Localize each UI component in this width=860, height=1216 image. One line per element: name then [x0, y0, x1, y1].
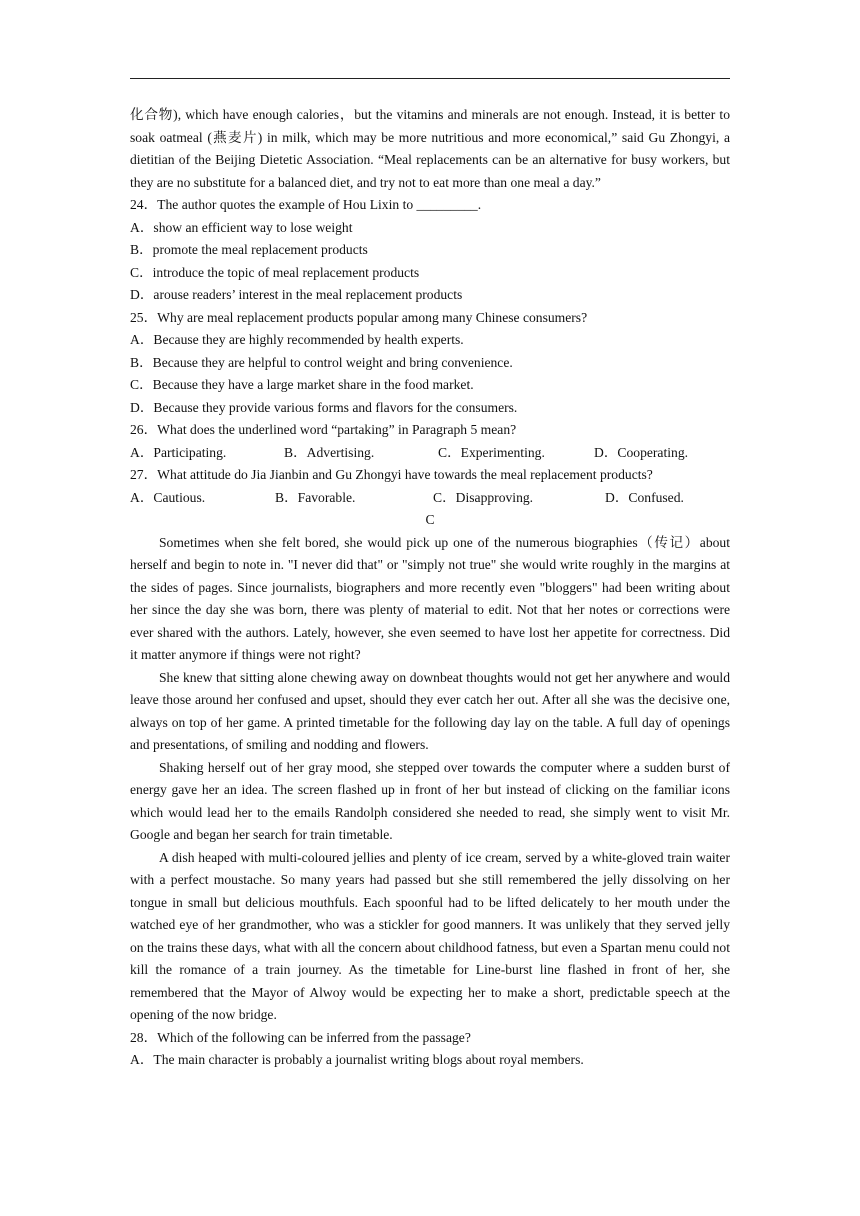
question-24-option-d: D．arouse readers’ interest in the meal replacement products [130, 287, 463, 302]
question-27-option-a: A．Cautious. [130, 489, 206, 505]
passage-paragraph-4: A dish heaped with multi-coloured jellies and plenty of ice cream, served by a white-gloved train waiter with a perfect moustache. So many years had passed but she still remembered the jelly dissolving on her tongue in small but delicious mouthfuls. Each spoonful had to be lifted delicately to her mouth under the watched eye of her grandmother, who was a stickler for good manners. It was unlikely that they served jelly on the trains these days, what with all the concern about childhood fatness, but even a Spartan menu could not kill the romance of a train journey. As the timetable for Line-burst line flashed in front of her, she remembered that the Mayor of Alwoy would be expecting her to make a short, predictable speech at the opening of the now bridge. [130, 849, 730, 1022]
question-26-option-c: C．Experimenting. [438, 444, 545, 460]
question-25-option-d: D．Because they provide various forms and flavors for the consumers. [130, 399, 518, 415]
question-25 [130, 307, 730, 420]
question-25-option-c: C．Because they have a large market share in the food market. [130, 377, 474, 392]
question-26-option-d: D．Cooperating. [594, 444, 689, 460]
question-27 [130, 464, 730, 509]
document-page [130, 104, 730, 1072]
question-26 [130, 419, 730, 464]
question-24-option-b: B．promote the meal replacement products [130, 242, 368, 257]
question-27-options [130, 487, 730, 510]
passage-paragraph-3: Shaking herself out of her gray mood, she stepped over towards the computer where a sudden burst of energy gave her an idea. The screen flashed up in front of her but instead of clicking on the familiar icons which would lead her to the emails Randolph considered she needed to read, she simply went to visit Mr. Google and began her search for train timetable. [130, 759, 730, 842]
question-26-option-b: B．Advertising. [284, 444, 375, 460]
question-28 [130, 1027, 730, 1072]
question-24-option-a: A．show an efficient way to lose weight [130, 219, 353, 235]
passage-paragraph-2: She knew that sitting alone chewing away on downbeat thoughts would not get her anywhere and would leave those around her confused and upset, should they ever catch her out. After all she was the decisive one, always on top of her game. A printed timetable for the following day lay on the table. A full day of openings and presentations, of smiling and nodding and flowers. [130, 669, 730, 752]
question-24-option-c: C．introduce the topic of meal replacement products [130, 264, 420, 280]
question-25-option-a: A．Because they are highly recommended by health experts. [130, 332, 464, 347]
intro-paragraph: 化合物), which have enough calories，but the vitamins and minerals are not enough. Instead, it is better to soak oatmeal (燕麦片) in milk, which may be more nutritious and more economical,” said Gu Zhongyi, a dietitian of the Beijing Dietetic Association. “Meal replacements can be an alternative for busy workers, but they are no substitute for a balanced diet, and try not to eat more than one meal a day.” [130, 107, 730, 190]
question-26-stem: 26．What does the underlined word “partaking” in Paragraph 5 mean? [130, 422, 517, 437]
question-25-stem: 25．Why are meal replacement products popular among many Chinese consumers? [130, 309, 588, 325]
question-26-options [130, 442, 730, 465]
question-28-option-a: A．The main character is probably a journalist writing blogs about royal members. [130, 1052, 584, 1067]
question-27-stem: 27．What attitude do Jia Jianbin and Gu Zhongyi have towards the meal replacement products? [130, 467, 653, 482]
question-27-option-d: D．Confused. [605, 489, 684, 505]
header-rule [130, 78, 730, 79]
section-c-heading: C [425, 512, 435, 527]
question-24-stem: 24．The author quotes the example of Hou Lixin to _________. [130, 197, 482, 212]
question-28-stem: 28．Which of the following can be inferred from the passage? [130, 1029, 471, 1045]
question-25-option-b: B．Because they are helpful to control weight and bring convenience. [130, 354, 513, 370]
question-26-option-a: A．Participating. [130, 444, 227, 460]
passage-paragraph-1: Sometimes when she felt bored, she would pick up one of the numerous biographies（传记）about herself and begin to note in. "I never did that" or "simply not true" she would write roughly in the margins at the sides of pages. Since journalists, biographers and more recently even "bloggers" had been writing about her since the day she was born, there was plenty of material to edit. Not that her notes or corrections were ever shared with the authors. Lately, however, she even seemed to have lost her appetite for correctness. Did it matter anymore if things were not right? [130, 534, 730, 662]
question-24 [130, 194, 730, 307]
question-27-option-b: B．Favorable. [275, 489, 356, 505]
question-27-option-c: C．Disapproving. [433, 489, 534, 505]
